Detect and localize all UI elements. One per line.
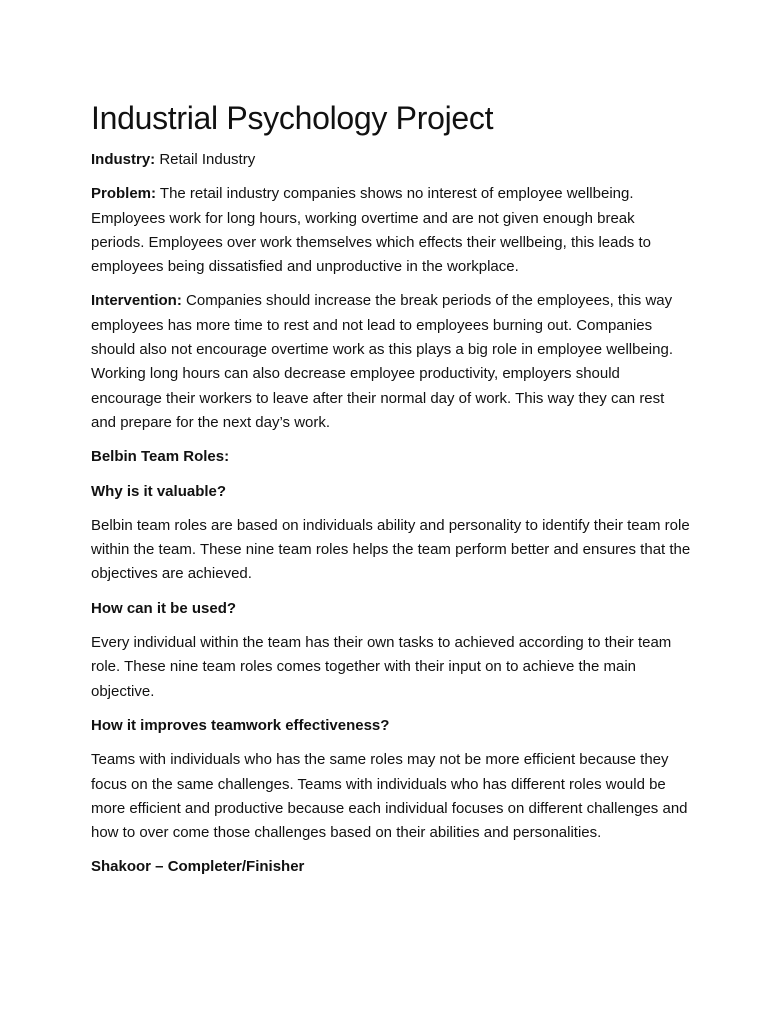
intervention-label: Intervention: <box>91 292 182 310</box>
intervention-paragraph <box>91 289 691 435</box>
problem-paragraph <box>91 182 691 279</box>
document-page <box>91 96 691 890</box>
how-used-heading: How can it be used? <box>91 599 237 617</box>
belbin-heading: Belbin Team Roles: <box>91 448 230 466</box>
page-title: Industrial Psychology Project <box>91 100 494 136</box>
member-role-heading: Shakoor – Completer/Finisher <box>91 858 305 876</box>
why-valuable-text: Belbin team roles are based on individuals ability and personality to identify their team role within the team. These nine team roles helps the team perform better and ensures that the objectives are achieved. <box>91 516 691 583</box>
improves-heading: How it improves teamwork effectiveness? <box>91 716 390 734</box>
industry-value: Retail Industry <box>159 151 256 168</box>
industry-label: Industry: <box>91 151 156 168</box>
how-used-text: Every individual within the team has their own tasks to achieved according to their team role. These nine team roles comes together with their input on to achieve the main objective. <box>91 634 672 700</box>
intervention-text: Companies should increase the break periods of the employees, this way employees has more time to rest and not lead to employees burning out. Companies should also not encourage overtime work as this plays a big role in employee wellbeing. Working long hours can also decrease employee productivity, employers should encourage their workers to leave after their normal day of work. This way they can rest and prepare for the next day’s work. <box>91 292 673 431</box>
problem-label: Problem: <box>91 185 157 203</box>
problem-text: The retail industry companies shows no interest of employee wellbeing. Employees work for long hours, working overtime and are not given enough break periods. Employees over work themselves which effects their wellbeing, this leads to employees being dissatisfied and unproductive in the workplace. <box>91 185 651 276</box>
industry-paragraph <box>91 148 691 172</box>
why-valuable-heading: Why is it valuable? <box>91 482 227 500</box>
improves-text: Teams with individuals who has the same roles may not be more efficient because they focus on the same challenges. Teams with individuals who has different roles would be more efficient and productive because each individual focuses on different challenges and how to over come those challenges based on their abilities and personalities. <box>91 751 688 842</box>
